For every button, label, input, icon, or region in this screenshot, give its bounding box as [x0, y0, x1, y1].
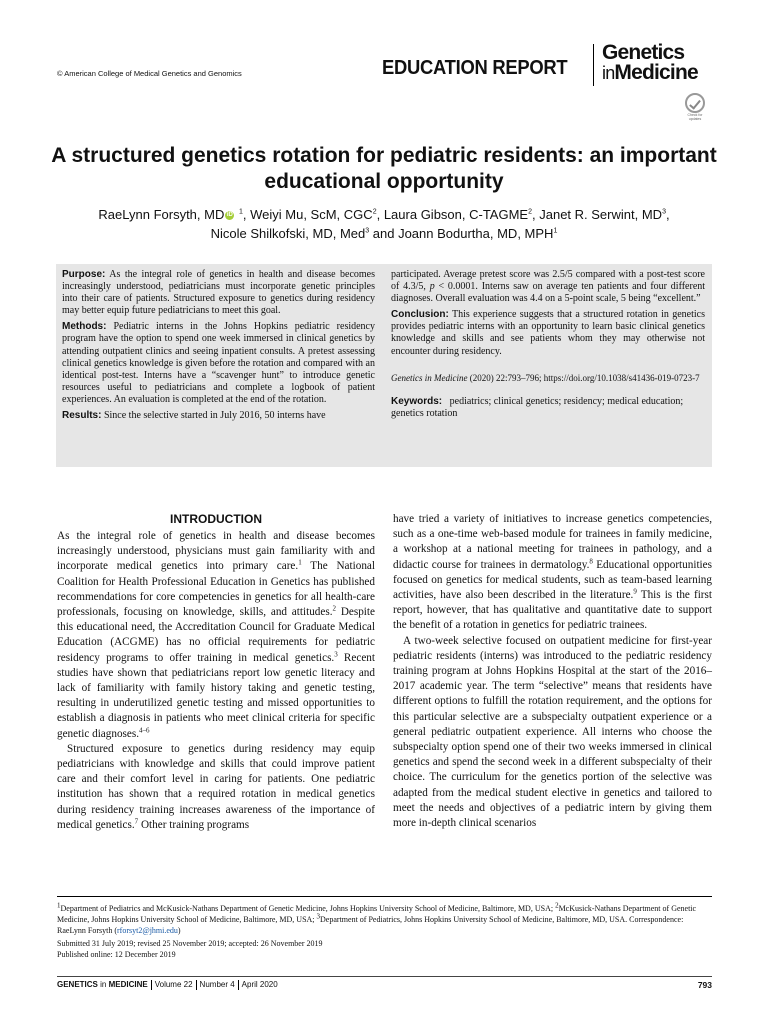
- correspondence-email-link[interactable]: rforsyt2@jhmi.edu: [117, 926, 178, 935]
- page-footer: GENETICS in MEDICINE Volume 22 Number 4 April 2020: [57, 980, 278, 990]
- journal-logo[interactable]: [602, 43, 698, 83]
- page-number: 793: [697, 980, 712, 990]
- affiliation-marker: 3: [365, 227, 370, 235]
- author-name: Joann Bodurtha, MD, MPH: [398, 226, 554, 241]
- footer-divider: [57, 976, 712, 977]
- abstract-purpose: Purpose: As the integral role of genetics in health and disease becomes increasingly understood, pediatricians must incorporate genetic principles into their care of patients. Structured exposure to genetics during residency may better equip future pediatricians to meet this goal.: [62, 269, 375, 317]
- abstract-box: [56, 264, 712, 467]
- body-paragraph: A two-week selective focused on outpatient medicine for first-year pediatric residents (interns) was introduced to the pediatric residency training program at Johns Hopkins Hospital at the start of the 2016–2017 academic year. The term “selective” means that residents have different options to fulfill the rotation requirement, and the options for this particular selective are a subspecialty outpatient experience or a general pediatric outpatient experience. All interns who choose the subspecialty option spend one of their two weeks immersed in clinical genetics and spend the second week in a different subspecialty of their choice. The curriculum for the genetics portion of the selective was adapted from the medical student elective in genetics and tailored to meet the needs and objectives of a pediatric intern by giving them more in-depth clinical scenarios: [393, 634, 712, 830]
- affiliation-marker: 1: [238, 208, 243, 216]
- author-name: Janet R. Serwint, MD: [539, 207, 663, 222]
- check-for-updates-badge[interactable]: [682, 93, 708, 123]
- affiliations-footnote: $^1$Department of Pediatrics and McKusick-Nathans Department of Genetic Medicine, Johns Hopkins University School of Medicine, Baltimore, MD, USA; $^2$McKusick-Nathans Department of Genetic Medicine, Johns Hopkins University School of Medicine, Baltimore, MD, USA; $^3$Department of Pediatrics, Johns Hopkins University School of Medicine, Baltimore, MD, USA. Correspondence: RaeLynn Forsyth (rforsyt2@jhmi.edu): [57, 901, 697, 935]
- author-list: [40, 205, 728, 243]
- affiliation-marker: 3: [662, 208, 666, 216]
- affiliation-marker: 2: [372, 208, 377, 216]
- body-column-left: [57, 512, 375, 833]
- author-list-line1: RaeLynn Forsyth, MD iD $^1$, Weiyi Mu, ScM, CGC$^2$, Laura Gibson, C-TAGME$^2$, Janet R. Serwint, $MD^3$,: [98, 207, 670, 222]
- affiliation-marker: 1: [553, 227, 558, 235]
- badge-text: Check for updates: [687, 113, 703, 121]
- submission-dates: [57, 938, 457, 960]
- section-heading-introduction: INTRODUCTION: [170, 512, 262, 526]
- abstract-keywords: Keywords: pediatrics; clinical genetics; residency; medical education; genetics rotation: [391, 395, 684, 419]
- dates-line: Published online: 12 December 2019: [57, 950, 176, 959]
- footer-date: April 2020: [241, 980, 278, 990]
- dates-line: Submitted 31 July 2019; revised 25 November 2019; accepted: 26 November 2019: [57, 939, 323, 948]
- abstract-citation[interactable]: Genetics in Medicine (2020) 22:793–796; https://doi.org/10.1038/s41436-019-0723-7: [391, 372, 700, 383]
- body-column-right: [393, 512, 712, 831]
- journal-logo-line2: inMedicine: [602, 61, 698, 84]
- footer-volume: Volume 22: [154, 980, 193, 990]
- body-paragraph: As the integral role of genetics in health and disease becomes increasingly understood, physicians must gain familiarity with and incorporate medical genetics into primary care.$^1$ The National Coalition for Health Professional Education in Genetics has published recommendations for core competencies in genetics for all health-care professionals, focusing on knowledge, skills, and attitudes.$^2$ Despite this educational need, the Accreditation Council for Graduate Medical Education (ACGME) has no official requirements for pediatric residency programs to offer training in medical genetics.$^3$ Recent studies have shown that pediatricians report low genetic literacy and lack of familiarity with family history taking and genetic testing, resulting in underutilized genetic testing and missed opportunities to establish a diagnosis in patients who meet clinical criteria for specific genetic diagnoses.$^{4-6}$: [57, 530, 375, 740]
- abstract-column-right: [391, 269, 705, 420]
- body-paragraph: have tried a variety of initiatives to increase genetics competencies, such as a one-time web-based module for trainees in family medicine, a workshop at a national meeting for trainees in pathology, and a didactic course for trainees in dermatology.$^8$ Educational opportunities focused on genetics for medical students, such as team-based learning activities, have also been described in the literature.$^9$ This is the first report, however, that has qualitative and quantitative date to support the benefit of a rotation in genetics for pediatric trainees.: [393, 513, 712, 632]
- orcid-icon[interactable]: iD: [226, 212, 233, 219]
- article-title: A structured genetics rotation for pediatric residents: an important educational opportunity: [51, 144, 717, 193]
- affiliation-marker: 2: [528, 208, 532, 216]
- report-type-label: EDUCATION REPORT: [382, 57, 568, 79]
- author-name: Weiyi Mu, ScM, CGC: [250, 207, 373, 222]
- check-updates-icon: [685, 93, 705, 113]
- journal-logo-line1: Genetics: [602, 41, 685, 64]
- copyright-notice: © American College of Medical Genetics and Genomics: [57, 69, 242, 78]
- author-name: Nicole Shilkofski, MD, Med: [210, 226, 366, 241]
- author-list-line2: Nicole Shilkofski, MD, Med$^3$ and Joann Bodurtha, MD, MPH$^1$: [210, 226, 558, 241]
- header-divider: [593, 44, 594, 86]
- author-name: Laura Gibson, C-TAGME: [383, 207, 529, 222]
- abstract-results-start: Results: Since the selective started in July 2016, 50 interns have: [62, 410, 326, 422]
- abstract-conclusion: Conclusion: This experience suggests that a structured rotation in genetics provides pediatric interns with an opportunity to learn basic clinical genetics knowledge and skills and see patients whom they may otherwise not encounter during residency.: [391, 309, 705, 357]
- abstract-column-left: [62, 269, 375, 422]
- body-paragraph: Structured exposure to genetics during residency may equip pediatricians with knowledge and skills that could improve patient care and their comfort level in caring for patients. One pediatric institution has shown that a required rotation in medical genetics during residency training increases awareness of the importance of medical genetics.$^7$ Other training programs: [57, 742, 375, 831]
- footnote-divider: [57, 896, 712, 897]
- abstract-results-end: participated. Average pretest score was 2.5/5 compared with a post-test score of 4.3/5, p < 0.0001. Interns saw on average ten patients and four different diagnoses. Overall evaluation was 4.4 on a 5-point scale, 5 being “excellent.”: [391, 269, 706, 305]
- author-name: RaeLynn Forsyth, MD: [98, 207, 225, 222]
- abstract-methods: Methods: Pediatric interns in the Johns Hopkins pediatric residency program have the option to spend one week immersed in clinical genetics by attending outpatient clinics and seeing inpatient consults. A pretest assessing clinical genetics knowledge is given before the rotation and compared with an identical post-test. Interns have a “scavenger hunt” to introduce genetic resources useful to pediatricians and complete a logbook of patient experiences. An evaluation is completed at the end of the rotation.: [62, 321, 375, 405]
- footer-number: Number 4: [199, 980, 235, 990]
